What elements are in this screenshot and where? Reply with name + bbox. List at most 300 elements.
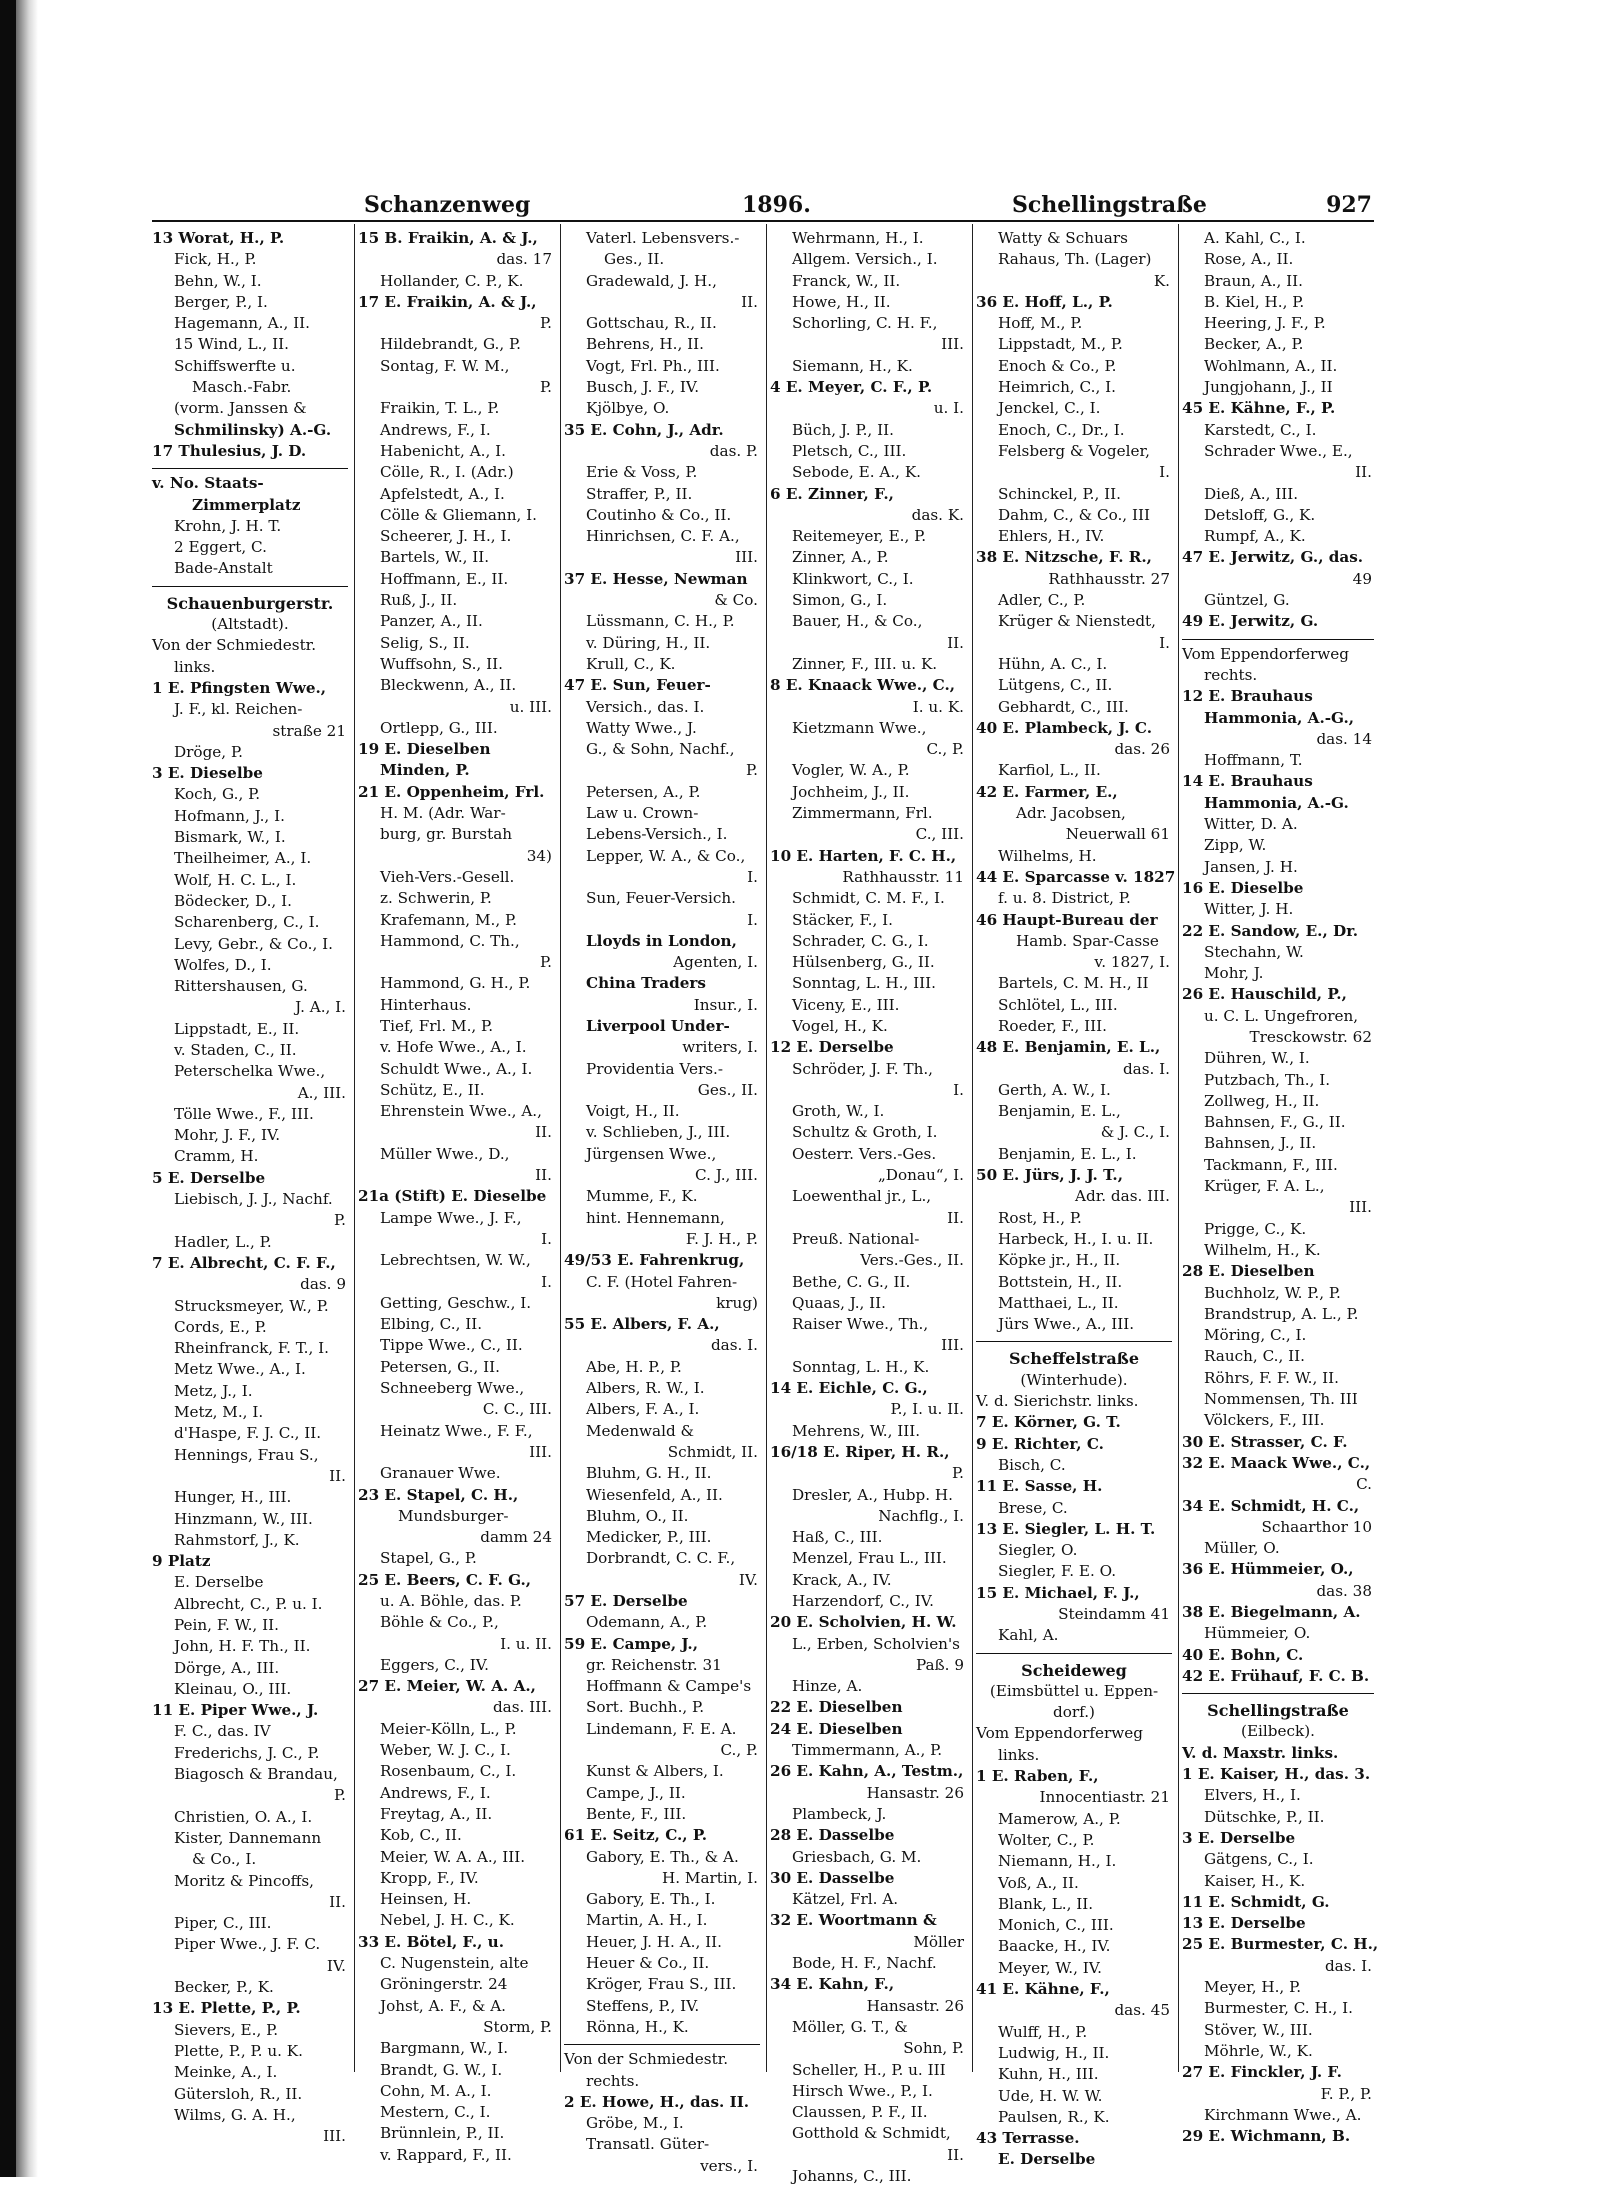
directory-entry: Von der Schmiedestr. xyxy=(564,2050,729,2069)
directory-entry: 1 E. Kaiser, H., das. 3. xyxy=(1182,1765,1371,1784)
directory-entry: Scharenberg, C., I. xyxy=(174,913,320,932)
directory-entry: Mumme, F., K. xyxy=(586,1187,698,1206)
directory-entry: Masch.-Fabr. xyxy=(192,378,292,397)
directory-entry: Wolf, H. C. L., I. xyxy=(174,870,297,889)
directory-entry: v. 1827, I. xyxy=(1094,953,1170,972)
directory-entry: das. 38 xyxy=(1316,1581,1372,1600)
directory-entry: 11 E. Piper Wwe., J. xyxy=(152,1701,319,1720)
directory-entry: Wolter, C., P. xyxy=(998,1830,1095,1849)
directory-entry: I. u. II. xyxy=(500,1634,552,1653)
directory-entry: Güntzel, G. xyxy=(1204,591,1290,610)
directory-entry: 13 E. Derselbe xyxy=(1182,1914,1306,1933)
column-rule xyxy=(766,224,767,2072)
directory-entry: Christien, O. A., I. xyxy=(174,1807,313,1826)
directory-entry: 19 E. Dieselben xyxy=(358,740,491,759)
directory-entry: 7 E. Albrecht, C. F. F., xyxy=(152,1253,336,1272)
directory-entry: Dorbrandt, C. C. F., xyxy=(586,1549,736,1568)
directory-entry: v. No. Staats- xyxy=(152,474,264,493)
directory-entry: Rönna, H., K. xyxy=(586,2017,689,2036)
directory-entry: (Winterhude). xyxy=(1020,1370,1128,1389)
directory-entry: Rumpf, A., K. xyxy=(1204,527,1306,546)
column-rule xyxy=(560,224,561,2072)
directory-entry: Jansen, J. H. xyxy=(1204,857,1298,876)
directory-entry: 30 E. Strasser, C. F. xyxy=(1182,1432,1348,1451)
directory-entry: Odemann, A., P. xyxy=(586,1613,708,1632)
directory-entry: Ges., II. xyxy=(697,1080,758,1099)
directory-entry: E. Derselbe xyxy=(998,2150,1096,2169)
directory-entry: Timmermann, A., P. xyxy=(792,1741,943,1760)
directory-entry: Insur., I. xyxy=(693,995,758,1014)
directory-entry: d'Haspe, F. J. C., II. xyxy=(174,1424,322,1443)
directory-entry: Tief, Frl. M., P. xyxy=(380,1016,494,1035)
directory-entry: Benjamin, E. L., xyxy=(998,1102,1121,1121)
column-3 xyxy=(564,228,760,2175)
directory-entry: Rathhausstr. 11 xyxy=(842,867,964,886)
directory-entry: das. I. xyxy=(1122,1059,1170,1078)
directory-entry: 16/18 E. Riper, H. R., xyxy=(770,1442,950,1461)
directory-entry: Albrecht, C., P. u. I. xyxy=(174,1594,323,1613)
directory-entry: Oesterr. Vers.-Ges. xyxy=(792,1144,937,1163)
directory-entry: Rauch, C., II. xyxy=(1204,1347,1305,1366)
directory-entry: Straffer, P., II. xyxy=(586,484,693,503)
directory-entry: (vorm. Janssen & xyxy=(174,399,307,418)
directory-entry: Dieß, A., III. xyxy=(1204,484,1299,503)
directory-entry: Stapel, G., P. xyxy=(380,1549,477,1568)
directory-entry: Kirchmann Wwe., A. xyxy=(1204,2105,1362,2124)
directory-entry: Kropp, F., IV. xyxy=(380,1868,479,1887)
directory-entry: Zimmermann, Frl. xyxy=(792,804,933,823)
directory-entry: Hoffmann & Campe's xyxy=(586,1677,752,1696)
directory-entry: P. xyxy=(746,761,758,780)
directory-entry: 8 E. Knaack Wwe., C., xyxy=(770,676,956,695)
directory-entry: Kuhn, H., III. xyxy=(998,2065,1099,2084)
directory-entry: Kätzel, Frl. A. xyxy=(792,1890,899,1909)
directory-entry: Schrader Wwe., E., xyxy=(1204,441,1353,460)
directory-entry: Lippstadt, E., II. xyxy=(174,1019,300,1038)
directory-entry: (Altstadt). xyxy=(211,615,289,634)
directory-entry: Möhrle, W., K. xyxy=(1204,2041,1313,2060)
directory-entry: Müller Wwe., D., xyxy=(380,1144,510,1163)
directory-entry: hint. Hennemann, xyxy=(586,1208,725,1227)
directory-entry: Vogler, W. A., P. xyxy=(792,761,910,780)
directory-entry: Medenwald & xyxy=(586,1421,695,1440)
directory-entry: Quaas, J., II. xyxy=(792,1293,887,1312)
directory-entry: 17 Thulesius, J. D. xyxy=(152,441,307,460)
directory-entry: 24 E. Dieselben xyxy=(770,1719,903,1738)
directory-entry: Andrews, F., I. xyxy=(380,420,491,439)
directory-entry: 55 E. Albers, F. A., xyxy=(564,1315,720,1334)
directory-entry: writers, I. xyxy=(682,1038,758,1057)
directory-entry: Hammonia, A.-G., xyxy=(1204,708,1355,727)
directory-entry: Peterschelka Wwe., xyxy=(174,1062,326,1081)
page-header xyxy=(152,184,1374,222)
directory-entry: Tippe Wwe., C., II. xyxy=(380,1336,523,1355)
directory-entry: Krafemann, M., P. xyxy=(380,910,517,929)
directory-entry: Piper Wwe., J. F. C. xyxy=(174,1935,321,1954)
directory-entry: 15 E. Michael, F. J., xyxy=(976,1583,1140,1602)
directory-entry: 61 E. Seitz, C., P. xyxy=(564,1826,708,1845)
directory-entry: III. xyxy=(1349,1198,1372,1217)
directory-entry: das. 17 xyxy=(496,250,552,269)
directory-entry: Wolfes, D., I. xyxy=(174,955,272,974)
directory-entry: Plette, P., P. u. K. xyxy=(174,2041,303,2060)
directory-entry: links. xyxy=(174,657,216,676)
directory-entry: 26 E. Kahn, A., Testm., xyxy=(770,1762,964,1781)
directory-entry: Jenckel, C., I. xyxy=(998,399,1101,418)
directory-entry: Hoffmann, T. xyxy=(1204,751,1303,770)
directory-entry: Bahnsen, F., G., II. xyxy=(1204,1113,1346,1132)
directory-entry: III. xyxy=(941,335,964,354)
directory-entry: Hadler, L., P. xyxy=(174,1232,272,1251)
directory-entry: I. u. K. xyxy=(912,697,964,716)
directory-entry: Müller, O. xyxy=(1204,1539,1280,1558)
directory-entry: Möller, G. T., & xyxy=(792,2017,908,2036)
directory-entry: Mundsburger- xyxy=(398,1506,509,1525)
directory-entry: Cölle, R., I. (Adr.) xyxy=(380,463,514,482)
directory-entry: Cramm, H. xyxy=(174,1147,259,1166)
directory-entry: 40 E. Bohn, C. xyxy=(1182,1645,1304,1664)
directory-entry: Zimmerplatz xyxy=(192,495,301,514)
directory-entry: Bartels, W., II. xyxy=(380,548,490,567)
directory-entry: Karstedt, C., I. xyxy=(1204,420,1317,439)
directory-entry: Mestern, C., I. xyxy=(380,2103,491,2122)
street-heading: Schellingstraße xyxy=(1207,1701,1349,1721)
directory-entry: Zinner, F., III. u. K. xyxy=(792,654,938,673)
directory-entry: 42 E. Frühauf, F. C. B. xyxy=(1182,1666,1370,1685)
directory-entry: Hofmann, J., I. xyxy=(174,806,285,825)
directory-entry: Krack, A., IV. xyxy=(792,1570,892,1589)
directory-entry: 33 E. Bötel, F., u. xyxy=(358,1932,505,1951)
directory-entry: Coutinho & Co., II. xyxy=(586,505,732,524)
directory-entry: Elbing, C., II. xyxy=(380,1315,483,1334)
directory-entry: 41 E. Kähne, F., xyxy=(976,1980,1110,1999)
directory-entry: Brandt, G. W., I. xyxy=(380,2060,503,2079)
directory-entry: 50 E. Jürs, J. J. T., xyxy=(976,1166,1124,1185)
directory-entry: Heering, J. F., P. xyxy=(1204,314,1326,333)
directory-entry: (Eilbeck). xyxy=(1241,1722,1315,1741)
directory-entry: China Traders xyxy=(586,974,706,993)
directory-entry: Kaiser, H., K. xyxy=(1204,1871,1306,1890)
directory-page xyxy=(152,184,1379,2186)
directory-entry: Jürgensen Wwe., xyxy=(586,1144,717,1163)
directory-entry: Brandstrup, A. L., P. xyxy=(1204,1304,1359,1323)
directory-entry: Von der Schmiedestr. xyxy=(152,636,317,655)
directory-entry: 28 E. Dieselben xyxy=(1182,1262,1315,1281)
directory-entry: Viceny, E., III. xyxy=(792,995,900,1014)
directory-entry: Krull, C., K. xyxy=(586,654,676,673)
directory-entry: Watty Wwe., J. xyxy=(586,718,697,737)
section-divider xyxy=(1182,1693,1374,1694)
directory-entry: Hennings, Frau S., xyxy=(174,1445,319,1464)
directory-entry: Elvers, H., I. xyxy=(1204,1786,1301,1805)
directory-entry: Vogt, Frl. Ph., III. xyxy=(586,356,720,375)
directory-entry: Hülsenberg, G., II. xyxy=(792,953,935,972)
column-rule xyxy=(972,224,973,2072)
directory-entry: 22 E. Sandow, E., Dr. xyxy=(1182,921,1359,940)
directory-entry: burg, gr. Burstah xyxy=(380,825,513,844)
directory-entry: Lloyds in London, xyxy=(586,931,737,950)
directory-entry: Bartels, C. M. H., II xyxy=(998,974,1149,993)
directory-entry: Dörge, A., III. xyxy=(174,1658,280,1677)
directory-entry: Schmidt, C. M. F., I. xyxy=(792,889,945,908)
directory-entry: Lippstadt, M., P. xyxy=(998,335,1123,354)
directory-entry: Niemann, H., I. xyxy=(998,1852,1117,1871)
directory-entry: Martin, A. H., I. xyxy=(586,1911,708,1930)
directory-entry: Gebhardt, C., III. xyxy=(998,697,1129,716)
directory-entry: Buchholz, W. P., P. xyxy=(1204,1283,1341,1302)
directory-entry: E. Derselbe xyxy=(174,1573,264,1592)
directory-entry: A. Kahl, C., I. xyxy=(1204,229,1306,247)
directory-entry: Gotthold & Schmidt, xyxy=(792,2124,951,2143)
directory-entry: 5 E. Derselbe xyxy=(152,1168,266,1187)
section-divider xyxy=(976,1653,1172,1654)
directory-entry: 48 E. Benjamin, E. L., xyxy=(976,1038,1161,1057)
directory-entry: Detsloff, G., K. xyxy=(1204,505,1316,524)
directory-entry: 21a (Stift) E. Dieselbe xyxy=(358,1187,547,1206)
directory-entry: Petersen, A., P. xyxy=(586,782,701,801)
directory-entry: Johst, A. F., & A. xyxy=(380,1996,506,2015)
directory-entry: Braun, A., II. xyxy=(1204,271,1303,290)
directory-entry: damm 24 xyxy=(480,1528,552,1547)
directory-entry: Bahnsen, J., II. xyxy=(1204,1134,1317,1153)
directory-entry: Eggers, C., IV. xyxy=(380,1655,489,1674)
directory-entry: v. Hofe Wwe., A., I. xyxy=(380,1038,527,1057)
directory-entry: F. J. H., P. xyxy=(685,1229,758,1248)
directory-entry: Versich., das. I. xyxy=(586,697,705,716)
directory-entry: Berger, P., I. xyxy=(174,292,268,311)
directory-entry: Griesbach, G. M. xyxy=(792,1847,922,1866)
directory-entry: Scheerer, J. H., I. xyxy=(380,527,512,546)
directory-entry: Bottstein, H., II. xyxy=(998,1272,1123,1291)
directory-entry: & Co. xyxy=(714,591,758,610)
directory-entry: Hansastr. 26 xyxy=(866,1996,964,2015)
directory-entry: Vieh-Vers.-Gesell. xyxy=(380,867,515,886)
directory-entry: Kleinau, O., III. xyxy=(174,1679,292,1698)
directory-entry: 43 Terrasse. xyxy=(976,2129,1080,2148)
directory-entry: Zinner, A., P. xyxy=(792,548,889,567)
directory-entry: 57 E. Derselbe xyxy=(564,1592,688,1610)
directory-entry: Lindemann, F. E. A. xyxy=(586,1719,737,1738)
directory-entry: Steffens, P., IV. xyxy=(586,1996,700,2015)
directory-entry: Andrews, F., I. xyxy=(380,1783,491,1802)
directory-entry: Franck, W., II. xyxy=(792,271,901,290)
directory-entry: Hühn, A. C., I. xyxy=(998,654,1108,673)
directory-entry: Frederichs, J. C., P. xyxy=(174,1743,320,1762)
directory-entry: J. A., I. xyxy=(295,998,346,1017)
header-year: 1896. xyxy=(742,192,811,218)
directory-entry: Loewenthal jr., L., xyxy=(792,1187,932,1206)
directory-entry: Gätgens, C., I. xyxy=(1204,1850,1314,1869)
directory-entry: Büch, J. P., II. xyxy=(792,420,894,439)
directory-entry: 36 E. Hoff, L., P. xyxy=(976,292,1113,311)
street-heading: Schauenburgerstr. xyxy=(166,593,334,613)
directory-entry: Cölle & Gliemann, I. xyxy=(380,505,537,524)
directory-entry: Bargmann, W., I. xyxy=(380,2039,509,2058)
directory-entry: 34) xyxy=(526,846,552,865)
directory-entry: A., III. xyxy=(297,1083,346,1102)
directory-entry: 11 E. Sasse, H. xyxy=(976,1477,1103,1496)
directory-entry: Sebode, E. A., K. xyxy=(792,463,921,482)
directory-entry: u. III. xyxy=(509,697,552,716)
directory-entry: das. 26 xyxy=(1114,740,1170,759)
directory-entry: 38 E. Biegelmann, A. xyxy=(1182,1603,1361,1621)
directory-entry: Wuffsohn, S., II. xyxy=(380,654,503,673)
directory-entry: IV. xyxy=(326,1956,346,1975)
directory-entry: Hinzmann, W., III. xyxy=(174,1509,313,1528)
directory-entry: V. d. Sierichstr. links. xyxy=(976,1392,1139,1411)
directory-entry: das. III. xyxy=(492,1698,552,1717)
directory-entry: 49/53 E. Fahrenkrug, xyxy=(564,1251,745,1270)
directory-entry: P. xyxy=(334,1211,346,1230)
directory-entry: Gerth, A. W., I. xyxy=(998,1080,1111,1099)
directory-entry: das. 9 xyxy=(300,1275,346,1294)
directory-entry: P. xyxy=(334,1786,346,1805)
directory-entry: Apfelstedt, A., I. xyxy=(380,484,505,503)
directory-entry: Stöver, W., III. xyxy=(1204,2020,1313,2039)
directory-entry: 49 E. Jerwitz, G. xyxy=(1182,612,1319,631)
directory-entry: Bluhm, G. H., II. xyxy=(586,1464,712,1483)
directory-entry: Rheinfranck, F. T., I. xyxy=(174,1339,329,1358)
directory-entry: Liebisch, J. J., Nachf. xyxy=(174,1190,333,1209)
directory-entry: krug) xyxy=(716,1293,758,1312)
directory-entry: Hirsch Wwe., P., I. xyxy=(792,2081,933,2100)
directory-entry: u. A. Böhle, das. P. xyxy=(380,1592,522,1610)
directory-entry: Lütgens, C., II. xyxy=(998,676,1113,695)
directory-entry: Providentia Vers.- xyxy=(586,1059,723,1078)
directory-entry: Hammond, C. Th., xyxy=(380,931,520,950)
directory-entry: Behrens, H., II. xyxy=(586,335,704,354)
directory-entry: 1 E. Raben, F., xyxy=(976,1767,1099,1786)
directory-entry: Matthaei, L., II. xyxy=(998,1293,1119,1312)
street-heading: Scheffelstraße xyxy=(1008,1349,1140,1369)
directory-entry: Kjölbye, O. xyxy=(586,399,670,418)
directory-entry: Ludwig, H., II. xyxy=(998,2043,1110,2062)
directory-entry: Schaarthor 10 xyxy=(1261,1517,1372,1536)
directory-entry: Gottschau, R., II. xyxy=(586,314,717,333)
directory-entry: Albers, R. W., I. xyxy=(586,1379,705,1398)
directory-entry: Brünnlein, P., II. xyxy=(380,2124,505,2143)
directory-entry: Krüger & Nienstedt, xyxy=(998,612,1156,631)
directory-entry: Schorling, C. H. F., xyxy=(792,314,938,333)
directory-entry: 1 E. Pfingsten Wwe., xyxy=(152,678,327,697)
directory-entry: Gradewald, J. H., xyxy=(586,271,717,290)
directory-entry: Kietzmann Wwe., xyxy=(792,718,927,737)
directory-entry: I. xyxy=(1159,633,1170,652)
directory-entry: Mamerow, A., P. xyxy=(998,1809,1121,1828)
directory-entry: 23 E. Stapel, C. H., xyxy=(358,1485,519,1504)
directory-entry: links. xyxy=(998,1745,1040,1764)
section-divider xyxy=(152,468,348,469)
directory-entry: 20 E. Scholvien, H. W. xyxy=(770,1613,957,1632)
directory-entry: Hunger, H., III. xyxy=(174,1488,292,1507)
directory-entry: Karfiol, L., II. xyxy=(998,761,1101,780)
directory-entry: Adr. das. III. xyxy=(1075,1187,1170,1206)
directory-entry: Völckers, F., III. xyxy=(1204,1411,1325,1430)
directory-entry: Agenten, I. xyxy=(673,953,758,972)
directory-entry: Hollander, C. P., K. xyxy=(380,271,524,290)
directory-entry: 17 E. Fraikin, A. & J., xyxy=(358,292,537,311)
directory-entry: Innocentiastr. 21 xyxy=(1039,1788,1170,1807)
directory-entry: Kunst & Albers, I. xyxy=(586,1762,724,1781)
directory-entry: Kob, C., II. xyxy=(380,1826,462,1845)
directory-entry: Adr. Jacobsen, xyxy=(1016,804,1126,823)
directory-entry: Voß, A., II. xyxy=(998,1873,1079,1892)
directory-entry: 7 E. Körner, G. T. xyxy=(976,1413,1121,1432)
section-divider xyxy=(1182,639,1374,640)
directory-entry: Storm, P. xyxy=(483,2017,552,2036)
directory-entry: Lebens-Versich., I. xyxy=(586,825,728,844)
directory-entry: Schlötel, L., III. xyxy=(998,995,1118,1014)
directory-entry: C., III. xyxy=(915,825,964,844)
directory-entry: III. xyxy=(529,1442,552,1461)
directory-entry: Hoff, M., P. xyxy=(998,314,1083,333)
directory-entry: Bethe, C. G., II. xyxy=(792,1272,911,1291)
column-rule xyxy=(354,224,355,2072)
directory-entry: 47 E. Jerwitz, G., das. xyxy=(1182,548,1364,567)
directory-entry: 12 E. Derselbe xyxy=(770,1038,894,1057)
column-rule xyxy=(1178,224,1179,2072)
directory-entry: 27 E. Finckler, J. F. xyxy=(1182,2063,1342,2082)
directory-entry: Putzbach, Th., I. xyxy=(1204,1070,1331,1089)
directory-entry: Sort. Buchh., P. xyxy=(586,1698,705,1717)
directory-entry: Wohlmann, A., II. xyxy=(1204,356,1338,375)
directory-entry: II. xyxy=(947,1208,964,1227)
directory-entry: Dahm, C., & Co., III xyxy=(998,505,1150,524)
directory-entry: I. xyxy=(747,910,758,929)
directory-entry: Ortlepp, G., III. xyxy=(380,718,498,737)
directory-entry: Lüssmann, C. H., P. xyxy=(586,612,735,631)
directory-entry: 27 E. Meier, W. A. A., xyxy=(358,1677,536,1696)
directory-entry: Wilhelms, H. xyxy=(998,846,1097,865)
directory-entry: Behn, W., I. xyxy=(174,271,262,290)
directory-entry: Sievers, E., P. xyxy=(174,2020,279,2039)
directory-entry: John, H. F. Th., II. xyxy=(174,1637,311,1656)
directory-entry: Piper, C., III. xyxy=(174,1914,272,1933)
directory-entry: Sontag, F. W. M., xyxy=(380,356,510,375)
directory-entry: 4 E. Meyer, C. F., P. xyxy=(770,378,933,397)
directory-entry: dorf.) xyxy=(1053,1703,1095,1722)
directory-entry: P. xyxy=(540,378,552,397)
directory-entry: Raiser Wwe., Th., xyxy=(792,1315,929,1334)
directory-entry: 35 E. Cohn, J., Adr. xyxy=(564,420,724,439)
directory-entry: Krüger, F. A. L., xyxy=(1204,1177,1325,1196)
directory-entry: Haß, C., III. xyxy=(792,1528,883,1547)
directory-entry: III. xyxy=(735,548,758,567)
directory-entry: Dühren, W., I. xyxy=(1204,1049,1310,1068)
directory-entry: Tackmann, F., III. xyxy=(1204,1155,1338,1174)
directory-entry: Zollweg, H., II. xyxy=(1204,1091,1320,1110)
directory-entry: Bauer, H., & Co., xyxy=(792,612,923,631)
directory-entry: II. xyxy=(947,2145,964,2164)
directory-entry: Sonntag, L. H., III. xyxy=(792,974,936,993)
directory-entry: 3 E. Dieselbe xyxy=(152,764,263,783)
column-4 xyxy=(770,228,966,2186)
header-street-end: Schellingstraße xyxy=(1012,192,1207,218)
directory-entry: Erie & Voss, P. xyxy=(586,463,698,482)
directory-entry: I. xyxy=(1159,463,1170,482)
directory-entry: B. Kiel, H., P. xyxy=(1204,292,1305,311)
directory-entry: 42 E. Farmer, E., xyxy=(976,782,1118,801)
directory-entry: Vom Eppendorferweg xyxy=(1182,644,1349,663)
column-5 xyxy=(976,228,1176,2169)
directory-entry: Gütersloh, R., II. xyxy=(174,2084,303,2103)
directory-entry: Bluhm, O., II. xyxy=(586,1506,689,1525)
directory-entry: 9 Platz xyxy=(152,1552,211,1571)
directory-entry: 15 B. Fraikin, A. & J., xyxy=(358,229,538,247)
directory-entry: Getting, Geschw., I. xyxy=(380,1293,532,1312)
directory-entry: Prigge, C., K. xyxy=(1204,1219,1307,1238)
directory-entry: 22 E. Dieselben xyxy=(770,1698,903,1717)
